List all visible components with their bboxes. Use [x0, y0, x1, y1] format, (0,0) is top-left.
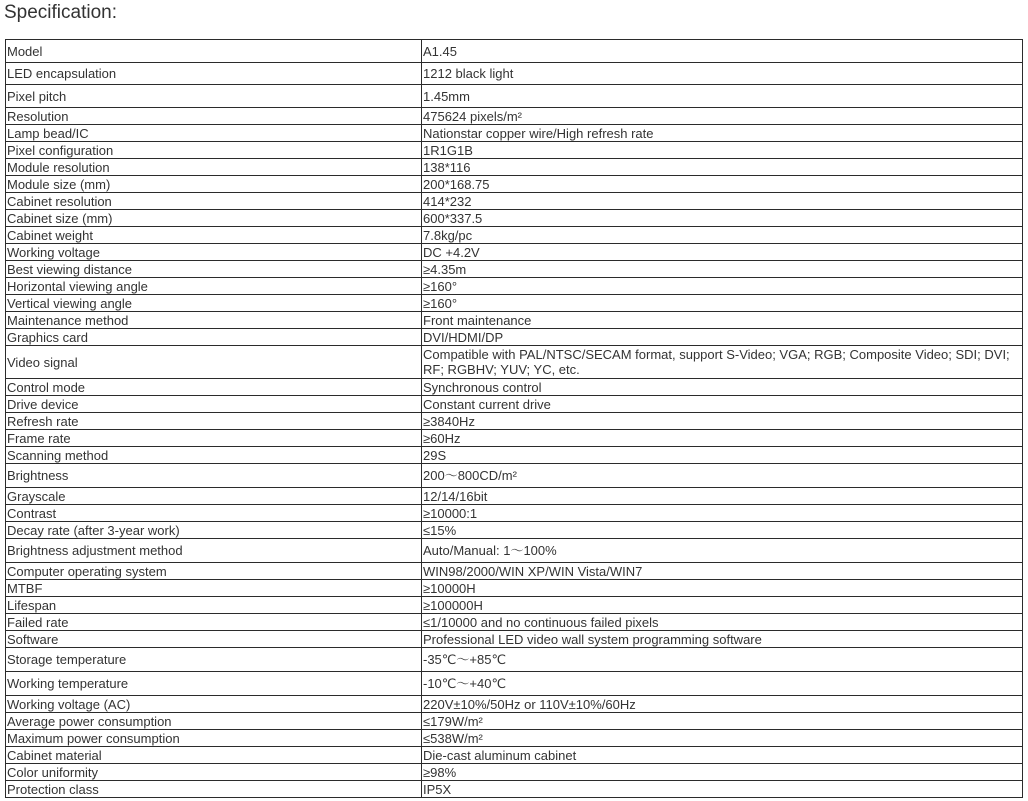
- spec-row: [6, 764, 1023, 781]
- spec-row: [6, 522, 1023, 539]
- spec-row: [6, 244, 1023, 261]
- spec-name-cell: Frame rate: [6, 430, 422, 447]
- spec-row: [6, 142, 1023, 159]
- spec-name-cell: Failed rate: [6, 614, 422, 631]
- spec-name-cell: Resolution: [6, 108, 422, 125]
- spec-value-cell: ≤1/10000 and no continuous failed pixels: [422, 614, 1023, 631]
- spec-value-cell: 200～800CD/m²: [422, 464, 1023, 488]
- spec-value-cell: Front maintenance: [422, 312, 1023, 329]
- spec-value-cell: Die-cast aluminum cabinet: [422, 747, 1023, 764]
- spec-row: [6, 125, 1023, 142]
- page-heading: Specification:: [4, 2, 118, 23]
- spec-value-cell: 12/14/16bit: [422, 488, 1023, 505]
- spec-row: [6, 379, 1023, 396]
- spec-row: [6, 329, 1023, 346]
- spec-row: [6, 261, 1023, 278]
- spec-table: [5, 39, 1023, 798]
- spec-name-cell: Cabinet size (mm): [6, 210, 422, 227]
- spec-name-cell: Working voltage (AC): [6, 696, 422, 713]
- spec-value-cell: 475624 pixels/m²: [422, 108, 1023, 125]
- spec-name-cell: Color uniformity: [6, 764, 422, 781]
- spec-row: [6, 227, 1023, 244]
- spec-row: [6, 396, 1023, 413]
- spec-name-cell: Pixel pitch: [6, 85, 422, 108]
- spec-value-cell: 1.45mm: [422, 85, 1023, 108]
- spec-value-cell: 220V±10%/50Hz or 110V±10%/60Hz: [422, 696, 1023, 713]
- spec-name-cell: Grayscale: [6, 488, 422, 505]
- spec-value-cell: ≥4.35m: [422, 261, 1023, 278]
- spec-row: [6, 563, 1023, 580]
- spec-value-cell: Synchronous control: [422, 379, 1023, 396]
- spec-row: [6, 193, 1023, 210]
- spec-name-cell: Cabinet material: [6, 747, 422, 764]
- spec-name-cell: Brightness adjustment method: [6, 539, 422, 563]
- spec-row: [6, 747, 1023, 764]
- spec-name-cell: Lamp bead/IC: [6, 125, 422, 142]
- spec-value-cell: ≤538W/m²: [422, 730, 1023, 747]
- spec-row: [6, 63, 1023, 85]
- spec-value-cell: ≥100000H: [422, 597, 1023, 614]
- spec-value-cell: DVI/HDMI/DP: [422, 329, 1023, 346]
- spec-name-cell: Horizontal viewing angle: [6, 278, 422, 295]
- spec-value-cell: 29S: [422, 447, 1023, 464]
- spec-name-cell: Working temperature: [6, 672, 422, 696]
- spec-name-cell: Working voltage: [6, 244, 422, 261]
- spec-value-cell: IP5X: [422, 781, 1023, 798]
- spec-row: [6, 488, 1023, 505]
- spec-name-cell: Brightness: [6, 464, 422, 488]
- spec-name-cell: Maximum power consumption: [6, 730, 422, 747]
- spec-name-cell: Module size (mm): [6, 176, 422, 193]
- spec-value-cell: 138*116: [422, 159, 1023, 176]
- spec-value-cell: 200*168.75: [422, 176, 1023, 193]
- spec-value-cell: 414*232: [422, 193, 1023, 210]
- spec-row: [6, 539, 1023, 563]
- spec-value-cell: ≥60Hz: [422, 430, 1023, 447]
- spec-name-cell: Scanning method: [6, 447, 422, 464]
- spec-name-cell: Drive device: [6, 396, 422, 413]
- spec-value-cell: -10℃～+40℃: [422, 672, 1023, 696]
- spec-row: [6, 40, 1023, 63]
- spec-value-cell: 7.8kg/pc: [422, 227, 1023, 244]
- spec-row: [6, 312, 1023, 329]
- spec-value-cell: A1.45: [422, 40, 1023, 63]
- spec-name-cell: Pixel configuration: [6, 142, 422, 159]
- spec-row: [6, 648, 1023, 672]
- spec-row: [6, 631, 1023, 648]
- spec-name-cell: Cabinet resolution: [6, 193, 422, 210]
- spec-value-cell: Nationstar copper wire/High refresh rate: [422, 125, 1023, 142]
- spec-row: [6, 696, 1023, 713]
- spec-name-cell: Refresh rate: [6, 413, 422, 430]
- spec-row: [6, 176, 1023, 193]
- spec-row: [6, 278, 1023, 295]
- spec-row: [6, 447, 1023, 464]
- spec-row: [6, 430, 1023, 447]
- spec-name-cell: Video signal: [6, 346, 422, 379]
- spec-row: [6, 346, 1023, 379]
- spec-row: [6, 713, 1023, 730]
- spec-name-cell: Decay rate (after 3-year work): [6, 522, 422, 539]
- spec-name-cell: Module resolution: [6, 159, 422, 176]
- spec-name-cell: Best viewing distance: [6, 261, 422, 278]
- spec-value-cell: ≤15%: [422, 522, 1023, 539]
- spec-value-cell: DC +4.2V: [422, 244, 1023, 261]
- spec-value-cell: Compatible with PAL/NTSC/SECAM format, support S-Video; VGA; RGB; Composite Video; SDI; DVI; RF; RGBHV; YUV; YC, etc.: [422, 346, 1023, 379]
- spec-value-cell: ≥10000:1: [422, 505, 1023, 522]
- spec-value-cell: ≥160°: [422, 295, 1023, 312]
- spec-name-cell: Storage temperature: [6, 648, 422, 672]
- spec-value-cell: ≥10000H: [422, 580, 1023, 597]
- spec-row: [6, 295, 1023, 312]
- spec-value-cell: Auto/Manual: 1～100%: [422, 539, 1023, 563]
- spec-name-cell: Graphics card: [6, 329, 422, 346]
- spec-value-cell: Professional LED video wall system programming software: [422, 631, 1023, 648]
- spec-row: [6, 159, 1023, 176]
- spec-row: [6, 580, 1023, 597]
- spec-value-cell: 1212 black light: [422, 63, 1023, 85]
- spec-name-cell: Software: [6, 631, 422, 648]
- spec-row: [6, 464, 1023, 488]
- spec-name-cell: Contrast: [6, 505, 422, 522]
- spec-row: [6, 210, 1023, 227]
- spec-value-cell: -35℃～+85℃: [422, 648, 1023, 672]
- spec-name-cell: Average power consumption: [6, 713, 422, 730]
- spec-name-cell: MTBF: [6, 580, 422, 597]
- spec-value-cell: ≥160°: [422, 278, 1023, 295]
- spec-name-cell: Cabinet weight: [6, 227, 422, 244]
- spec-value-cell: WIN98/2000/WIN XP/WIN Vista/WIN7: [422, 563, 1023, 580]
- spec-name-cell: Control mode: [6, 379, 422, 396]
- spec-value-cell: 600*337.5: [422, 210, 1023, 227]
- spec-row: [6, 597, 1023, 614]
- spec-row: [6, 85, 1023, 108]
- spec-name-cell: Model: [6, 40, 422, 63]
- spec-value-cell: ≥3840Hz: [422, 413, 1023, 430]
- spec-name-cell: Maintenance method: [6, 312, 422, 329]
- spec-row: [6, 672, 1023, 696]
- spec-table-body: [6, 40, 1023, 798]
- spec-value-cell: Constant current drive: [422, 396, 1023, 413]
- spec-row: [6, 781, 1023, 798]
- spec-name-cell: LED encapsulation: [6, 63, 422, 85]
- spec-value-cell: ≤179W/m²: [422, 713, 1023, 730]
- spec-row: [6, 413, 1023, 430]
- spec-name-cell: Vertical viewing angle: [6, 295, 422, 312]
- spec-name-cell: Computer operating system: [6, 563, 422, 580]
- spec-row: [6, 505, 1023, 522]
- spec-name-cell: Protection class: [6, 781, 422, 798]
- spec-row: [6, 108, 1023, 125]
- spec-name-cell: Lifespan: [6, 597, 422, 614]
- spec-value-cell: 1R1G1B: [422, 142, 1023, 159]
- spec-row: [6, 614, 1023, 631]
- spec-value-cell: ≥98%: [422, 764, 1023, 781]
- spec-row: [6, 730, 1023, 747]
